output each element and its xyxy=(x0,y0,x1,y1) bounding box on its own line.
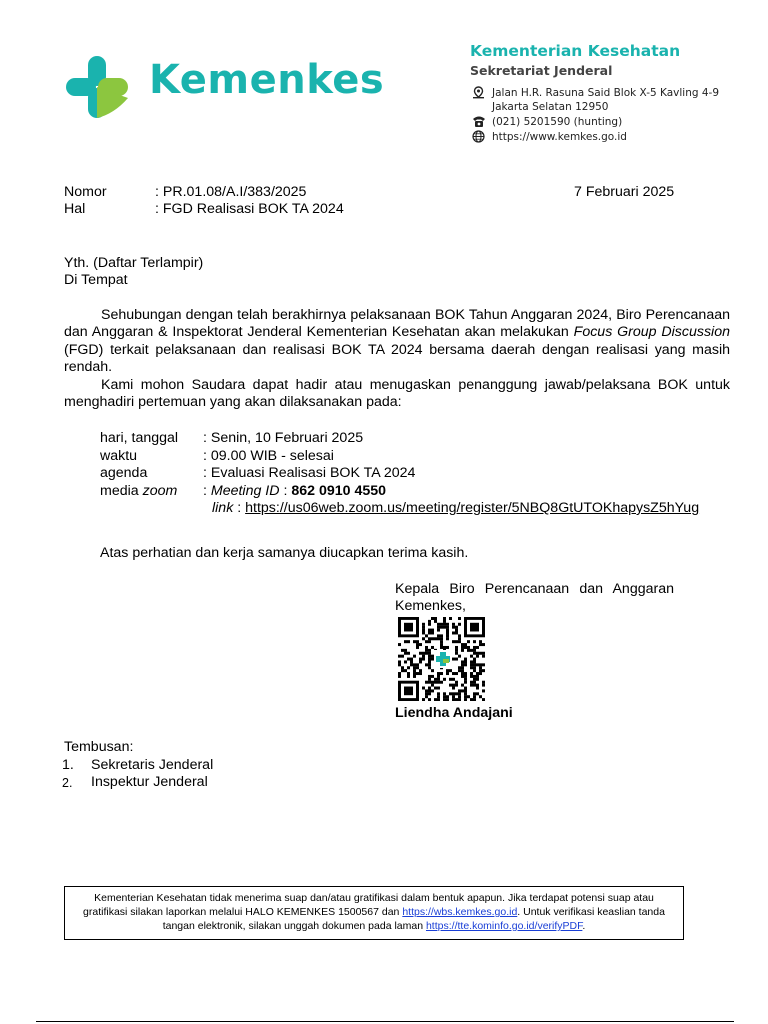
institution-name: Kementerian Kesehatan xyxy=(470,42,681,60)
meeting-id-row xyxy=(203,483,386,500)
nomor-label: Nomor xyxy=(64,184,107,200)
time-value: : 09.00 WIB - selesai xyxy=(203,448,334,464)
tembusan-item-2: Inspektur Jenderal xyxy=(91,774,208,790)
closing-text: Atas perhatian dan kerja samanya diucapkan terima kasih. xyxy=(100,545,469,561)
telephone-icon xyxy=(472,115,487,128)
zoom-registration-link[interactable]: https://us06web.zoom.us/meeting/register/5NBQ8GtUTOKhapysZ5hYug xyxy=(245,500,700,516)
recipient-line-1: Yth. (Daftar Terlampir) xyxy=(64,255,204,271)
meeting-id-value: 862 0910 4550 xyxy=(291,483,387,499)
paragraph-1-text-a: Sehubungan dengan telah berakhirnya pelaksanaan BOK Tahun Anggaran 2024, Biro Perencanaan dan Anggaran & Inspektorat Jenderal Kementerian Kesehatan akan melakukan xyxy=(64,307,730,341)
footer-text-a: Kementerian Kesehatan tidak menerima suap dan/atau gratifikasi dalam bentuk apapun. Jika terdapat potensi suap atau gratifikasi silakan laporkan melalui HALO KEMENKES 1500567 dan xyxy=(83,892,654,918)
meeting-id-label: Meeting ID xyxy=(210,483,280,499)
time-label: waktu xyxy=(100,448,138,464)
media-label xyxy=(100,483,177,500)
signatory-title-line-2: Kemenkes, xyxy=(395,598,466,614)
qr-code-icon xyxy=(398,617,488,701)
website-row xyxy=(472,130,627,143)
hal-label: Hal xyxy=(64,201,86,217)
tembusan-item-1: Sekretaris Jenderal xyxy=(91,757,214,773)
agenda-label: agenda xyxy=(100,465,148,481)
address-line-1: Jalan H.R. Rasuna Said Blok X-5 Kavling 4-9 xyxy=(492,86,720,99)
zoom-link-row xyxy=(212,500,699,517)
tembusan-item-2-num: 2. xyxy=(62,776,73,790)
anti-gratification-notice xyxy=(64,886,684,940)
media-label-text: media xyxy=(100,483,143,499)
agenda-value: : Evaluasi Realisasi BOK TA 2024 xyxy=(203,465,416,481)
signatory-name: Liendha Andajani xyxy=(395,705,513,721)
recipient-line-2: Di Tempat xyxy=(64,272,128,288)
address-line-2: Jakarta Selatan 12950 xyxy=(492,101,609,113)
address-row-2 xyxy=(492,101,609,113)
wbs-link[interactable]: https://wbs.kemkes.go.id xyxy=(402,906,518,918)
phone-row xyxy=(472,115,622,128)
paragraph-1-emphasis: Focus Group Discussion xyxy=(573,324,730,341)
link-sep: : xyxy=(233,500,246,516)
nomor-value: : PR.01.08/A.I/383/2025 xyxy=(155,184,307,200)
footer-text-b: . Untuk verifikasi keaslian tanda tangan elektronik, silakan unggah dokumen pada laman xyxy=(162,906,665,932)
letter-date: 7 Februari 2025 xyxy=(574,184,675,200)
paragraph-2 xyxy=(64,377,730,412)
brand-wordmark: Kemenkes xyxy=(149,57,385,103)
paragraph-1-text-b: (FGD) terkait pelaksanaan dan realisasi BOK TA 2024 bersama daerah dengan realisasi yang masih rendah. xyxy=(64,341,730,375)
day-label: hari, tanggal xyxy=(100,430,179,446)
tte-verify-link[interactable]: https://tte.kominfo.go.id/verifyPDF xyxy=(425,920,583,932)
footer-text-c: . xyxy=(582,920,586,932)
media-label-zoom: zoom xyxy=(142,483,178,499)
kemenkes-logo-icon xyxy=(64,54,134,122)
address-row xyxy=(472,86,719,99)
paragraph-2-text: Kami mohon Saudara dapat hadir atau menugaskan penanggung jawab/pelaksana BOK untuk menghadiri pertemuan yang akan dilaksanakan pada: xyxy=(64,377,730,411)
website-url[interactable]: https://www.kemkes.go.id xyxy=(492,130,627,143)
page-bottom-rule xyxy=(36,1021,734,1022)
link-label: link xyxy=(212,500,234,516)
meeting-id-sep: : xyxy=(279,483,292,499)
hal-value: : FGD Realisasi BOK TA 2024 xyxy=(155,201,344,217)
paragraph-1 xyxy=(64,307,730,376)
globe-icon xyxy=(472,130,487,143)
tembusan-label: Tembusan: xyxy=(64,739,134,755)
meeting-id-colon: : xyxy=(203,483,211,499)
location-pin-icon xyxy=(472,86,487,99)
day-value: : Senin, 10 Februari 2025 xyxy=(203,430,364,446)
signatory-title-line-1: Kepala Biro Perencanaan dan Anggaran xyxy=(395,581,674,597)
institution-subtitle: Sekretariat Jenderal xyxy=(470,63,613,78)
phone-number: (021) 5201590 (hunting) xyxy=(492,115,623,128)
tembusan-item-1-num: 1. xyxy=(62,757,74,773)
